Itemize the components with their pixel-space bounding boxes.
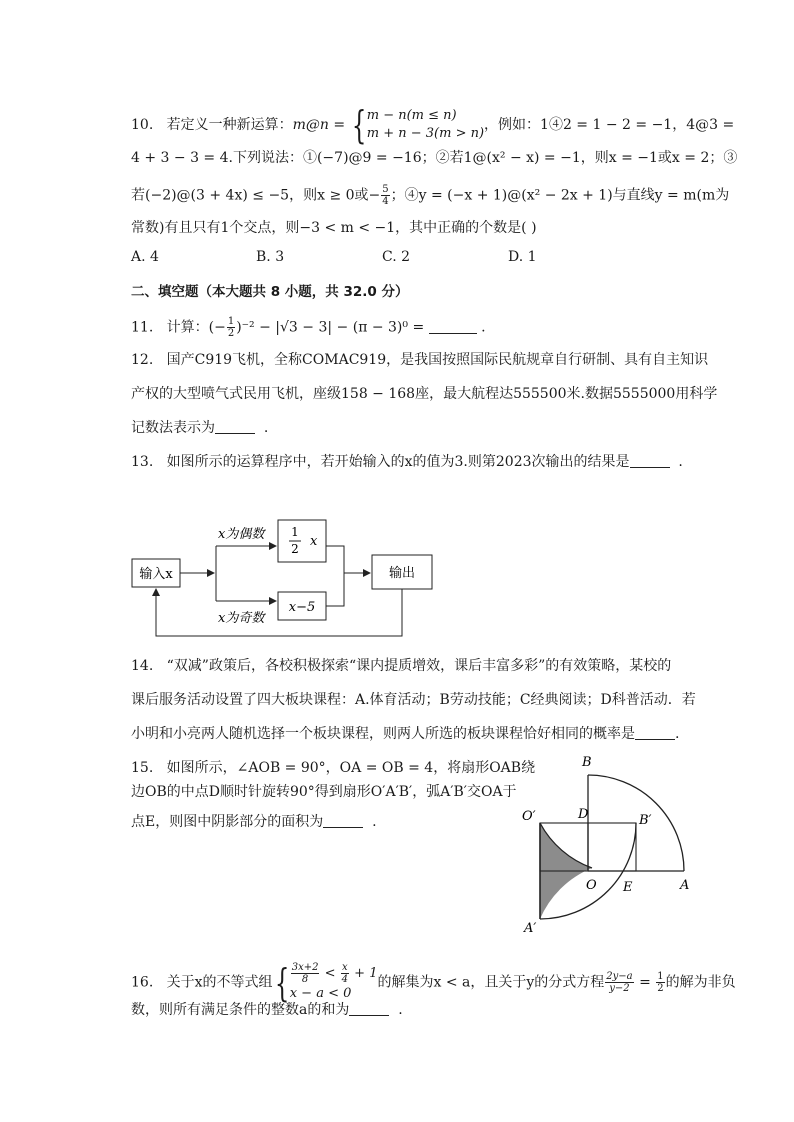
- q16-text-a: 关于x的不等式组: [166, 974, 273, 991]
- q10-line3-frac: [381, 184, 389, 207]
- q10-line3-b: ；④y = (−x + 1)@(x² − 2x + 1)与直线y = m(m为: [390, 187, 730, 204]
- label-A: A: [680, 878, 690, 893]
- q16-eq-frac: [605, 971, 633, 994]
- label-Bp: B′: [639, 813, 652, 828]
- q10-brace: {: [351, 103, 366, 147]
- q16-eq-num: 2y−a: [606, 971, 633, 982]
- q10-frac-den: 4: [382, 196, 389, 207]
- label-D: D: [578, 807, 589, 822]
- q12-end: .: [263, 420, 269, 436]
- q15-answer-blank: [323, 813, 363, 828]
- label-Ap: A′: [524, 921, 537, 936]
- q13-flowchart: [128, 512, 458, 647]
- q10-line2: 4 + 3 − 3 = 4.下列说法：①(−7)@9 = −16；②若1@(x² − x) = −1，则x = −1或x = 2；③: [131, 150, 738, 166]
- q11-answer-blank: [429, 319, 477, 334]
- q16-ineq1-fnum: x: [342, 962, 348, 973]
- minus5-label: x−5: [288, 600, 316, 615]
- q16-ineq1-fden: 4: [341, 974, 349, 985]
- q10-frac-num: 5: [382, 184, 389, 195]
- half-var: x: [310, 534, 318, 549]
- q16-text-2: 数，则所有满足条件的整数a的和为: [131, 1002, 350, 1018]
- q11-line: [131, 316, 486, 339]
- q12-answer-blank: [215, 419, 255, 434]
- q11-text-b: )⁻² − |√3 − 3| − (π − 3)⁰ =: [236, 319, 425, 336]
- q10-line3-a: 若(−2)@(3 + 4x) ≤ −5，则x ≥ 0或−: [131, 187, 381, 204]
- q10-option-a: A. 4: [131, 249, 159, 265]
- half-box: [278, 520, 326, 562]
- q10-option-c: C. 2: [382, 249, 411, 265]
- q15-line2: 边OB的中点D顺时针旋转90°得到扇形O′A′B′，弧A′B′交OA于: [131, 784, 517, 800]
- half-den: 2: [291, 542, 299, 556]
- q10-number: 10.: [131, 117, 154, 133]
- q10-cases: [367, 107, 484, 143]
- q13-answer-blank: [630, 453, 670, 468]
- q16-answer-blank: [349, 1001, 389, 1016]
- q16-ineq1-num: 3x+2: [291, 962, 319, 973]
- label-E: E: [623, 880, 633, 895]
- q16-system: [290, 962, 378, 1003]
- q16-ineq2: x − a < 0: [289, 986, 352, 1001]
- q16-end: .: [398, 1002, 403, 1018]
- q14-line3: [131, 724, 679, 744]
- q10-example: ，例如：1④2 = 1 − 2 = −1，4@3 =: [484, 117, 735, 133]
- q16-text-c: 的解为非负: [665, 974, 736, 991]
- q11-text-a: 计算：(−: [166, 319, 226, 336]
- q16-ineq1: [290, 962, 378, 985]
- q16-text-b: 的解集为x < a，且关于y的分式方程: [377, 974, 605, 991]
- q10-option-b: B. 3: [256, 249, 285, 265]
- q16-line2: [131, 1000, 403, 1020]
- q16-line1: [131, 962, 736, 1003]
- even-label: x为偶数: [218, 527, 265, 542]
- odd-label: x为奇数: [218, 611, 265, 626]
- q15-figure: [520, 748, 720, 938]
- q12-line2: 产权的大型喷气式民用飞机，座级158 − 168座，最大航程达555500米.数据5555000用科学: [131, 386, 718, 402]
- q14-text-3: 小明和小亮两人随机选择一个板块课程，则两人所选的板块课程恰好相同的概率是: [131, 726, 635, 742]
- q14-number: 14.: [131, 658, 154, 674]
- q15-number: 15.: [131, 760, 154, 776]
- q16-eq-rhs: [656, 971, 664, 994]
- q16-eq-rden: 2: [657, 983, 664, 994]
- q15-end: .: [372, 814, 377, 830]
- q16-eq-equals: =: [639, 974, 651, 991]
- q14-answer-blank: [635, 725, 675, 740]
- q10-def-lhs: m@n =: [292, 117, 346, 133]
- q11-frac-den: 2: [227, 328, 235, 339]
- q11-frac: [227, 316, 235, 339]
- q10-case1: m − n(m ≤ n): [366, 108, 457, 123]
- input-label: 输入x: [139, 567, 173, 582]
- q13-line1: [131, 452, 683, 472]
- q11-number: 11.: [131, 319, 154, 336]
- label-B: B: [582, 755, 592, 770]
- q13-text: 如图所示的运算程序中，若开始输入的x的值为3.则第2023次输出的结果是: [166, 454, 630, 470]
- q11-frac-num: 1: [227, 316, 235, 327]
- q14-line2: 课后服务活动设置了四大板块课程：A.体育活动；B劳动技能；C经典阅读；D科普活动．若: [131, 692, 696, 708]
- q15-text-3: 点E，则图中阴影部分的面积为: [131, 814, 324, 830]
- q16-ineq1-tail: + 1: [354, 966, 378, 981]
- half-num: 1: [291, 525, 299, 539]
- q12-line1: [131, 350, 708, 370]
- q11-end: .: [481, 319, 486, 336]
- q16-eq-rnum: 1: [657, 971, 664, 982]
- q10-line4: 常数)有且只有1个交点，则−3 < m < −1，其中正确的个数是( ): [131, 220, 537, 236]
- q16-ineq1-lt: <: [324, 966, 336, 981]
- q16-eq-den: y−2: [609, 983, 630, 994]
- q13-end: .: [678, 454, 683, 470]
- q15-text-1: 如图所示，∠AOB = 90°，OA = OB = 4，将扇形OAB绕: [166, 760, 536, 776]
- q10-case2: m + n − 3(m > n): [366, 126, 485, 141]
- q12-number: 12.: [131, 352, 154, 368]
- q13-number: 13.: [131, 454, 154, 470]
- q14-line1: [131, 656, 671, 676]
- output-label: 输出: [388, 566, 416, 581]
- q10-lead: 若定义一种新运算：: [166, 117, 293, 133]
- label-Op: O′: [522, 809, 536, 824]
- section-2-heading: 二、填空题（本大题共 8 小题，共 32.0 分）: [131, 284, 409, 300]
- q10-line3: [131, 184, 729, 207]
- q12-line3: [131, 418, 268, 438]
- q15-line3: [131, 812, 377, 832]
- q14-text-1: “双减”政策后，各校积极探索“课内提质增效，课后丰富多彩”的有效策略，某校的: [166, 658, 672, 674]
- q10-line1: [131, 103, 735, 147]
- q12-text-1: 国产C919飞机，全称COMAC919，是我国按照国际民航规章自行研制、具有自主知识: [166, 352, 709, 368]
- q16-brace: {: [274, 960, 289, 1005]
- q15-line1: [131, 758, 535, 778]
- q14-end: .: [675, 726, 680, 742]
- label-O: O: [586, 878, 597, 893]
- q16-ineq1-den: 8: [301, 974, 309, 985]
- q16-number: 16.: [131, 974, 154, 991]
- q12-text-3: 记数法表示为: [131, 420, 215, 436]
- q10-option-d: D. 1: [508, 249, 537, 265]
